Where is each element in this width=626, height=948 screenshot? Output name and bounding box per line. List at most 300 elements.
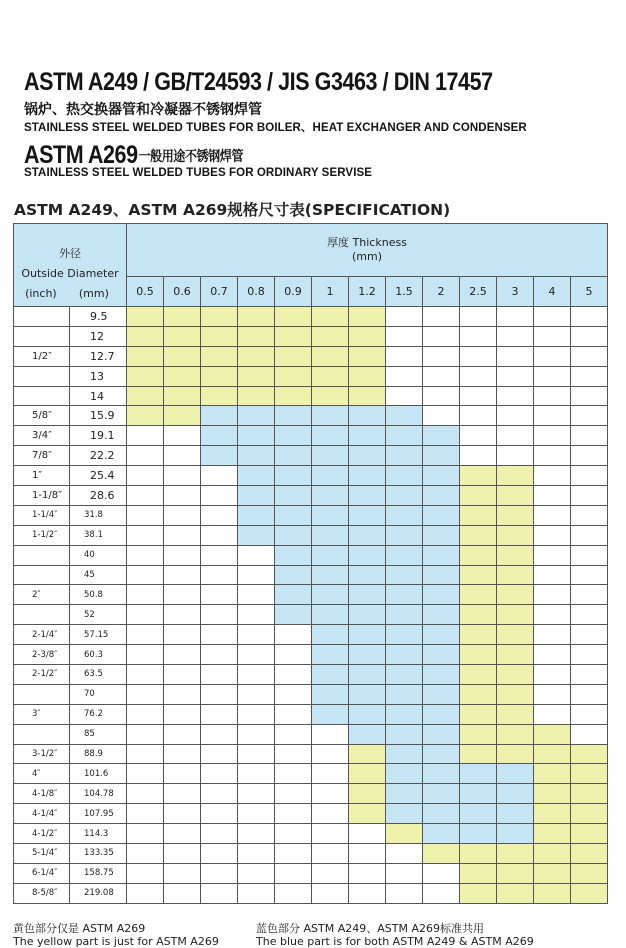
both-standards-cell [460, 764, 497, 784]
empty-cell [201, 684, 238, 704]
both-standards-cell [238, 426, 275, 446]
empty-cell [238, 804, 275, 824]
empty-cell [238, 665, 275, 685]
empty-cell [497, 426, 534, 446]
a269-only-cell [460, 844, 497, 864]
empty-cell [238, 724, 275, 744]
both-standards-cell [275, 545, 312, 565]
empty-cell [164, 863, 201, 883]
empty-cell [312, 883, 349, 903]
both-standards-cell [275, 565, 312, 585]
a269-only-cell [571, 883, 608, 903]
mm-size-cell: 12 [70, 326, 127, 346]
table-row [14, 824, 608, 844]
empty-cell [571, 426, 608, 446]
table-row [14, 625, 608, 645]
empty-cell [201, 883, 238, 903]
both-standards-cell [497, 784, 534, 804]
inch-size-cell: 3/4″ [14, 426, 70, 446]
empty-cell [275, 645, 312, 665]
empty-cell [386, 326, 423, 346]
both-standards-cell [386, 446, 423, 466]
empty-cell [127, 863, 164, 883]
mm-size-cell: 88.9 [70, 744, 127, 764]
both-standards-cell [275, 505, 312, 525]
empty-cell [534, 545, 571, 565]
thickness-value: 1.5 [386, 277, 423, 307]
a269-only-cell [349, 784, 386, 804]
a269-only-cell [460, 665, 497, 685]
inch-size-cell: 1/2″ [14, 346, 70, 366]
both-standards-cell [275, 466, 312, 486]
a269-only-cell [460, 724, 497, 744]
empty-cell [127, 625, 164, 645]
thickness-value: 4 [534, 277, 571, 307]
empty-cell [571, 625, 608, 645]
both-standards-cell [386, 784, 423, 804]
empty-cell [571, 346, 608, 366]
empty-cell [386, 307, 423, 327]
a269-only-cell [460, 704, 497, 724]
empty-cell [534, 386, 571, 406]
thickness-value: 0.5 [127, 277, 164, 307]
mm-size-cell: 158.75 [70, 863, 127, 883]
mm-size-cell: 133.35 [70, 844, 127, 864]
a269-only-cell [460, 585, 497, 605]
table-row [14, 366, 608, 386]
blue-legend-cn: 蓝色部分 ASTM A249、ASTM A269标准共用 [256, 922, 484, 935]
blue-legend-en: The blue part is for both ASTM A249 & ASTM A269 [256, 935, 534, 948]
empty-cell [238, 784, 275, 804]
inch-size-cell: 7/8″ [14, 446, 70, 466]
both-standards-cell [423, 446, 460, 466]
a269-only-cell [349, 346, 386, 366]
both-standards-cell [275, 585, 312, 605]
empty-cell [127, 844, 164, 864]
empty-cell [238, 605, 275, 625]
mm-size-cell: 101.6 [70, 764, 127, 784]
a269-only-cell [497, 565, 534, 585]
a269-only-cell [497, 844, 534, 864]
a269-only-cell [275, 386, 312, 406]
empty-cell [534, 326, 571, 346]
empty-cell [275, 704, 312, 724]
od-en-label: Outside Diameter [21, 267, 119, 280]
empty-cell [164, 505, 201, 525]
empty-cell [201, 704, 238, 724]
yellow-legend [13, 922, 219, 948]
both-standards-cell [238, 525, 275, 545]
empty-cell [164, 525, 201, 545]
both-standards-cell [312, 466, 349, 486]
a269-only-cell [275, 307, 312, 327]
empty-cell [127, 764, 164, 784]
empty-cell [534, 684, 571, 704]
both-standards-cell [312, 684, 349, 704]
a269-only-cell [238, 326, 275, 346]
a269-only-cell [534, 863, 571, 883]
empty-cell [127, 665, 164, 685]
both-standards-cell [349, 724, 386, 744]
empty-cell [164, 565, 201, 585]
empty-cell [201, 486, 238, 506]
table-row [14, 446, 608, 466]
table-row [14, 545, 608, 565]
empty-cell [534, 525, 571, 545]
inch-size-cell: 4-1/2″ [14, 824, 70, 844]
empty-cell [571, 505, 608, 525]
empty-cell [497, 326, 534, 346]
empty-cell [386, 366, 423, 386]
mm-size-cell: 52 [70, 605, 127, 625]
empty-cell [423, 863, 460, 883]
empty-cell [312, 764, 349, 784]
both-standards-cell [312, 645, 349, 665]
a269-only-cell [534, 804, 571, 824]
mm-size-cell: 9.5 [70, 307, 127, 327]
a269-only-cell [127, 326, 164, 346]
empty-cell [497, 406, 534, 426]
inch-size-cell [14, 684, 70, 704]
table-row [14, 386, 608, 406]
table-row [14, 684, 608, 704]
a269-only-cell [312, 346, 349, 366]
empty-cell [312, 804, 349, 824]
both-standards-cell [275, 486, 312, 506]
table-row [14, 804, 608, 824]
empty-cell [571, 565, 608, 585]
a269-only-cell [312, 326, 349, 346]
a269-only-cell [534, 724, 571, 744]
a269-only-cell [460, 605, 497, 625]
empty-cell [127, 545, 164, 565]
a269-only-cell [201, 386, 238, 406]
both-standards-cell [386, 804, 423, 824]
both-standards-cell [349, 446, 386, 466]
a269-only-cell [349, 804, 386, 824]
mm-size-cell: 63.5 [70, 665, 127, 685]
a269-only-cell [275, 346, 312, 366]
inch-size-cell [14, 307, 70, 327]
table-row [14, 764, 608, 784]
thickness-value: 2.5 [460, 277, 497, 307]
both-standards-cell [312, 565, 349, 585]
a269-only-cell [201, 366, 238, 386]
a269-only-cell [460, 505, 497, 525]
a269-only-cell [460, 466, 497, 486]
empty-cell [127, 744, 164, 764]
both-standards-cell [423, 645, 460, 665]
both-standards-cell [312, 426, 349, 446]
inch-size-cell: 1-1/4″ [14, 505, 70, 525]
boiler-tubes-en-title: STAINLESS STEEL WELDED TUBES FOR BOILER、HEAT EXCHANGER AND CONDENSER [24, 122, 527, 134]
a269-only-cell [349, 386, 386, 406]
a269-only-cell [534, 744, 571, 764]
empty-cell [312, 863, 349, 883]
empty-cell [275, 863, 312, 883]
empty-cell [534, 505, 571, 525]
both-standards-cell [423, 505, 460, 525]
empty-cell [312, 724, 349, 744]
table-row [14, 307, 608, 327]
empty-cell [312, 784, 349, 804]
empty-cell [201, 863, 238, 883]
empty-cell [164, 466, 201, 486]
empty-cell [201, 605, 238, 625]
mm-size-cell: 50.8 [70, 585, 127, 605]
both-standards-cell [386, 704, 423, 724]
a269-only-cell [571, 804, 608, 824]
both-standards-cell [238, 486, 275, 506]
table-body [14, 307, 608, 904]
empty-cell [312, 744, 349, 764]
both-standards-cell [349, 466, 386, 486]
table-row [14, 585, 608, 605]
a269-only-cell [497, 545, 534, 565]
both-standards-cell [386, 466, 423, 486]
empty-cell [238, 585, 275, 605]
a269-only-cell [497, 645, 534, 665]
empty-cell [571, 704, 608, 724]
a269-only-cell [238, 386, 275, 406]
mm-size-cell: 70 [70, 684, 127, 704]
empty-cell [534, 645, 571, 665]
table-row [14, 486, 608, 506]
a269-only-cell [534, 883, 571, 903]
empty-cell [460, 307, 497, 327]
thickness-value: 5 [571, 277, 608, 307]
inch-size-cell: 5/8″ [14, 406, 70, 426]
empty-cell [201, 744, 238, 764]
a269-only-cell [571, 764, 608, 784]
a269-only-cell [497, 704, 534, 724]
a269-only-cell [497, 466, 534, 486]
both-standards-cell [497, 804, 534, 824]
inch-size-cell [14, 565, 70, 585]
empty-cell [497, 346, 534, 366]
inch-size-cell: 1″ [14, 466, 70, 486]
both-standards-cell [201, 426, 238, 446]
empty-cell [423, 386, 460, 406]
a269-only-cell [127, 406, 164, 426]
empty-cell [571, 307, 608, 327]
both-standards-cell [349, 426, 386, 446]
both-standards-cell [386, 744, 423, 764]
empty-cell [571, 585, 608, 605]
mm-size-cell: 114.3 [70, 824, 127, 844]
empty-cell [275, 625, 312, 645]
thickness-unit: (mm) [351, 250, 382, 263]
empty-cell [571, 724, 608, 744]
thickness-value: 0.9 [275, 277, 312, 307]
a269-only-cell [201, 326, 238, 346]
empty-cell [534, 366, 571, 386]
both-standards-cell [386, 605, 423, 625]
both-standards-cell [349, 545, 386, 565]
empty-cell [312, 844, 349, 864]
both-standards-cell [423, 784, 460, 804]
empty-cell [497, 386, 534, 406]
empty-cell [238, 565, 275, 585]
empty-cell [534, 585, 571, 605]
empty-cell [534, 466, 571, 486]
empty-cell [571, 684, 608, 704]
both-standards-cell [238, 406, 275, 426]
both-standards-cell [423, 704, 460, 724]
table-row [14, 744, 608, 764]
empty-cell [201, 665, 238, 685]
empty-cell [275, 824, 312, 844]
empty-cell [127, 505, 164, 525]
both-standards-cell [312, 665, 349, 685]
both-standards-cell [349, 605, 386, 625]
both-standards-cell [386, 406, 423, 426]
inch-size-cell: 8-5/8″ [14, 883, 70, 903]
mm-size-cell: 45 [70, 565, 127, 585]
empty-cell [534, 426, 571, 446]
empty-cell [423, 366, 460, 386]
both-standards-cell [386, 665, 423, 685]
empty-cell [164, 645, 201, 665]
both-standards-cell [349, 565, 386, 585]
both-standards-cell [349, 525, 386, 545]
both-standards-cell [497, 824, 534, 844]
table-row [14, 466, 608, 486]
table-row [14, 844, 608, 864]
both-standards-cell [312, 605, 349, 625]
table-row [14, 645, 608, 665]
a269-only-cell [349, 326, 386, 346]
a269-only-cell [164, 346, 201, 366]
a269-only-cell [460, 684, 497, 704]
a269-only-cell [312, 386, 349, 406]
both-standards-cell [423, 625, 460, 645]
empty-cell [164, 545, 201, 565]
empty-cell [238, 625, 275, 645]
empty-cell [127, 645, 164, 665]
a269-only-cell [571, 824, 608, 844]
empty-cell [571, 525, 608, 545]
empty-cell [349, 824, 386, 844]
empty-cell [534, 665, 571, 685]
inch-size-cell [14, 326, 70, 346]
empty-cell [201, 585, 238, 605]
empty-cell [275, 764, 312, 784]
table-row [14, 784, 608, 804]
a269-only-cell [312, 307, 349, 327]
a269-only-cell [164, 366, 201, 386]
both-standards-cell [275, 446, 312, 466]
both-standards-cell [349, 505, 386, 525]
a269-only-cell [534, 844, 571, 864]
both-standards-cell [349, 486, 386, 506]
empty-cell [164, 665, 201, 685]
empty-cell [275, 883, 312, 903]
a269-only-cell [423, 844, 460, 864]
empty-cell [349, 844, 386, 864]
inch-size-cell: 1-1/2″ [14, 525, 70, 545]
empty-cell [534, 704, 571, 724]
empty-cell [201, 466, 238, 486]
empty-cell [201, 565, 238, 585]
a269-only-cell [164, 326, 201, 346]
a269-only-cell [460, 486, 497, 506]
both-standards-cell [349, 665, 386, 685]
empty-cell [534, 346, 571, 366]
a269-only-cell [497, 585, 534, 605]
empty-cell [238, 883, 275, 903]
a269-only-cell [534, 784, 571, 804]
empty-cell [127, 804, 164, 824]
empty-cell [460, 326, 497, 346]
a269-only-cell [164, 406, 201, 426]
both-standards-cell [201, 406, 238, 426]
empty-cell [497, 307, 534, 327]
mm-size-cell: 15.9 [70, 406, 127, 426]
both-standards-cell [423, 684, 460, 704]
empty-cell [571, 545, 608, 565]
thickness-value: 0.6 [164, 277, 201, 307]
inch-size-cell [14, 366, 70, 386]
empty-cell [127, 784, 164, 804]
thickness-value: 2 [423, 277, 460, 307]
empty-cell [460, 446, 497, 466]
empty-cell [127, 446, 164, 466]
mm-size-cell: 25.4 [70, 466, 127, 486]
mm-size-cell: 14 [70, 386, 127, 406]
both-standards-cell [386, 486, 423, 506]
mm-size-cell: 28.6 [70, 486, 127, 506]
both-standards-cell [312, 625, 349, 645]
both-standards-cell [423, 744, 460, 764]
empty-cell [164, 446, 201, 466]
thickness-value: 0.8 [238, 277, 275, 307]
mm-size-cell: 38.1 [70, 525, 127, 545]
inch-size-cell: 5-1/4″ [14, 844, 70, 864]
empty-cell [127, 565, 164, 585]
empty-cell [201, 804, 238, 824]
empty-cell [238, 545, 275, 565]
empty-cell [460, 346, 497, 366]
specification-table [13, 223, 608, 904]
mm-size-cell: 219.08 [70, 883, 127, 903]
table-row [14, 565, 608, 585]
specification-title: ASTM A249、ASTM A269规格尺寸表(SPECIFICATION) [14, 201, 451, 219]
empty-cell [571, 665, 608, 685]
inch-size-cell: 3″ [14, 704, 70, 724]
boiler-tubes-cn-title: 锅炉、热交换器管和冷凝器不锈钢焊管 [24, 102, 262, 118]
empty-cell [497, 446, 534, 466]
empty-cell [571, 366, 608, 386]
both-standards-cell [423, 764, 460, 784]
mm-size-cell: 12.7 [70, 346, 127, 366]
empty-cell [349, 863, 386, 883]
a269-only-cell [127, 366, 164, 386]
empty-cell [275, 724, 312, 744]
a269-only-cell [497, 684, 534, 704]
both-standards-cell [386, 426, 423, 446]
a269-only-cell [497, 883, 534, 903]
both-standards-cell [497, 764, 534, 784]
empty-cell [312, 824, 349, 844]
both-standards-cell [238, 505, 275, 525]
table-row [14, 883, 608, 903]
both-standards-cell [312, 406, 349, 426]
table-row [14, 406, 608, 426]
both-standards-cell [312, 486, 349, 506]
empty-cell [164, 764, 201, 784]
empty-cell [571, 486, 608, 506]
